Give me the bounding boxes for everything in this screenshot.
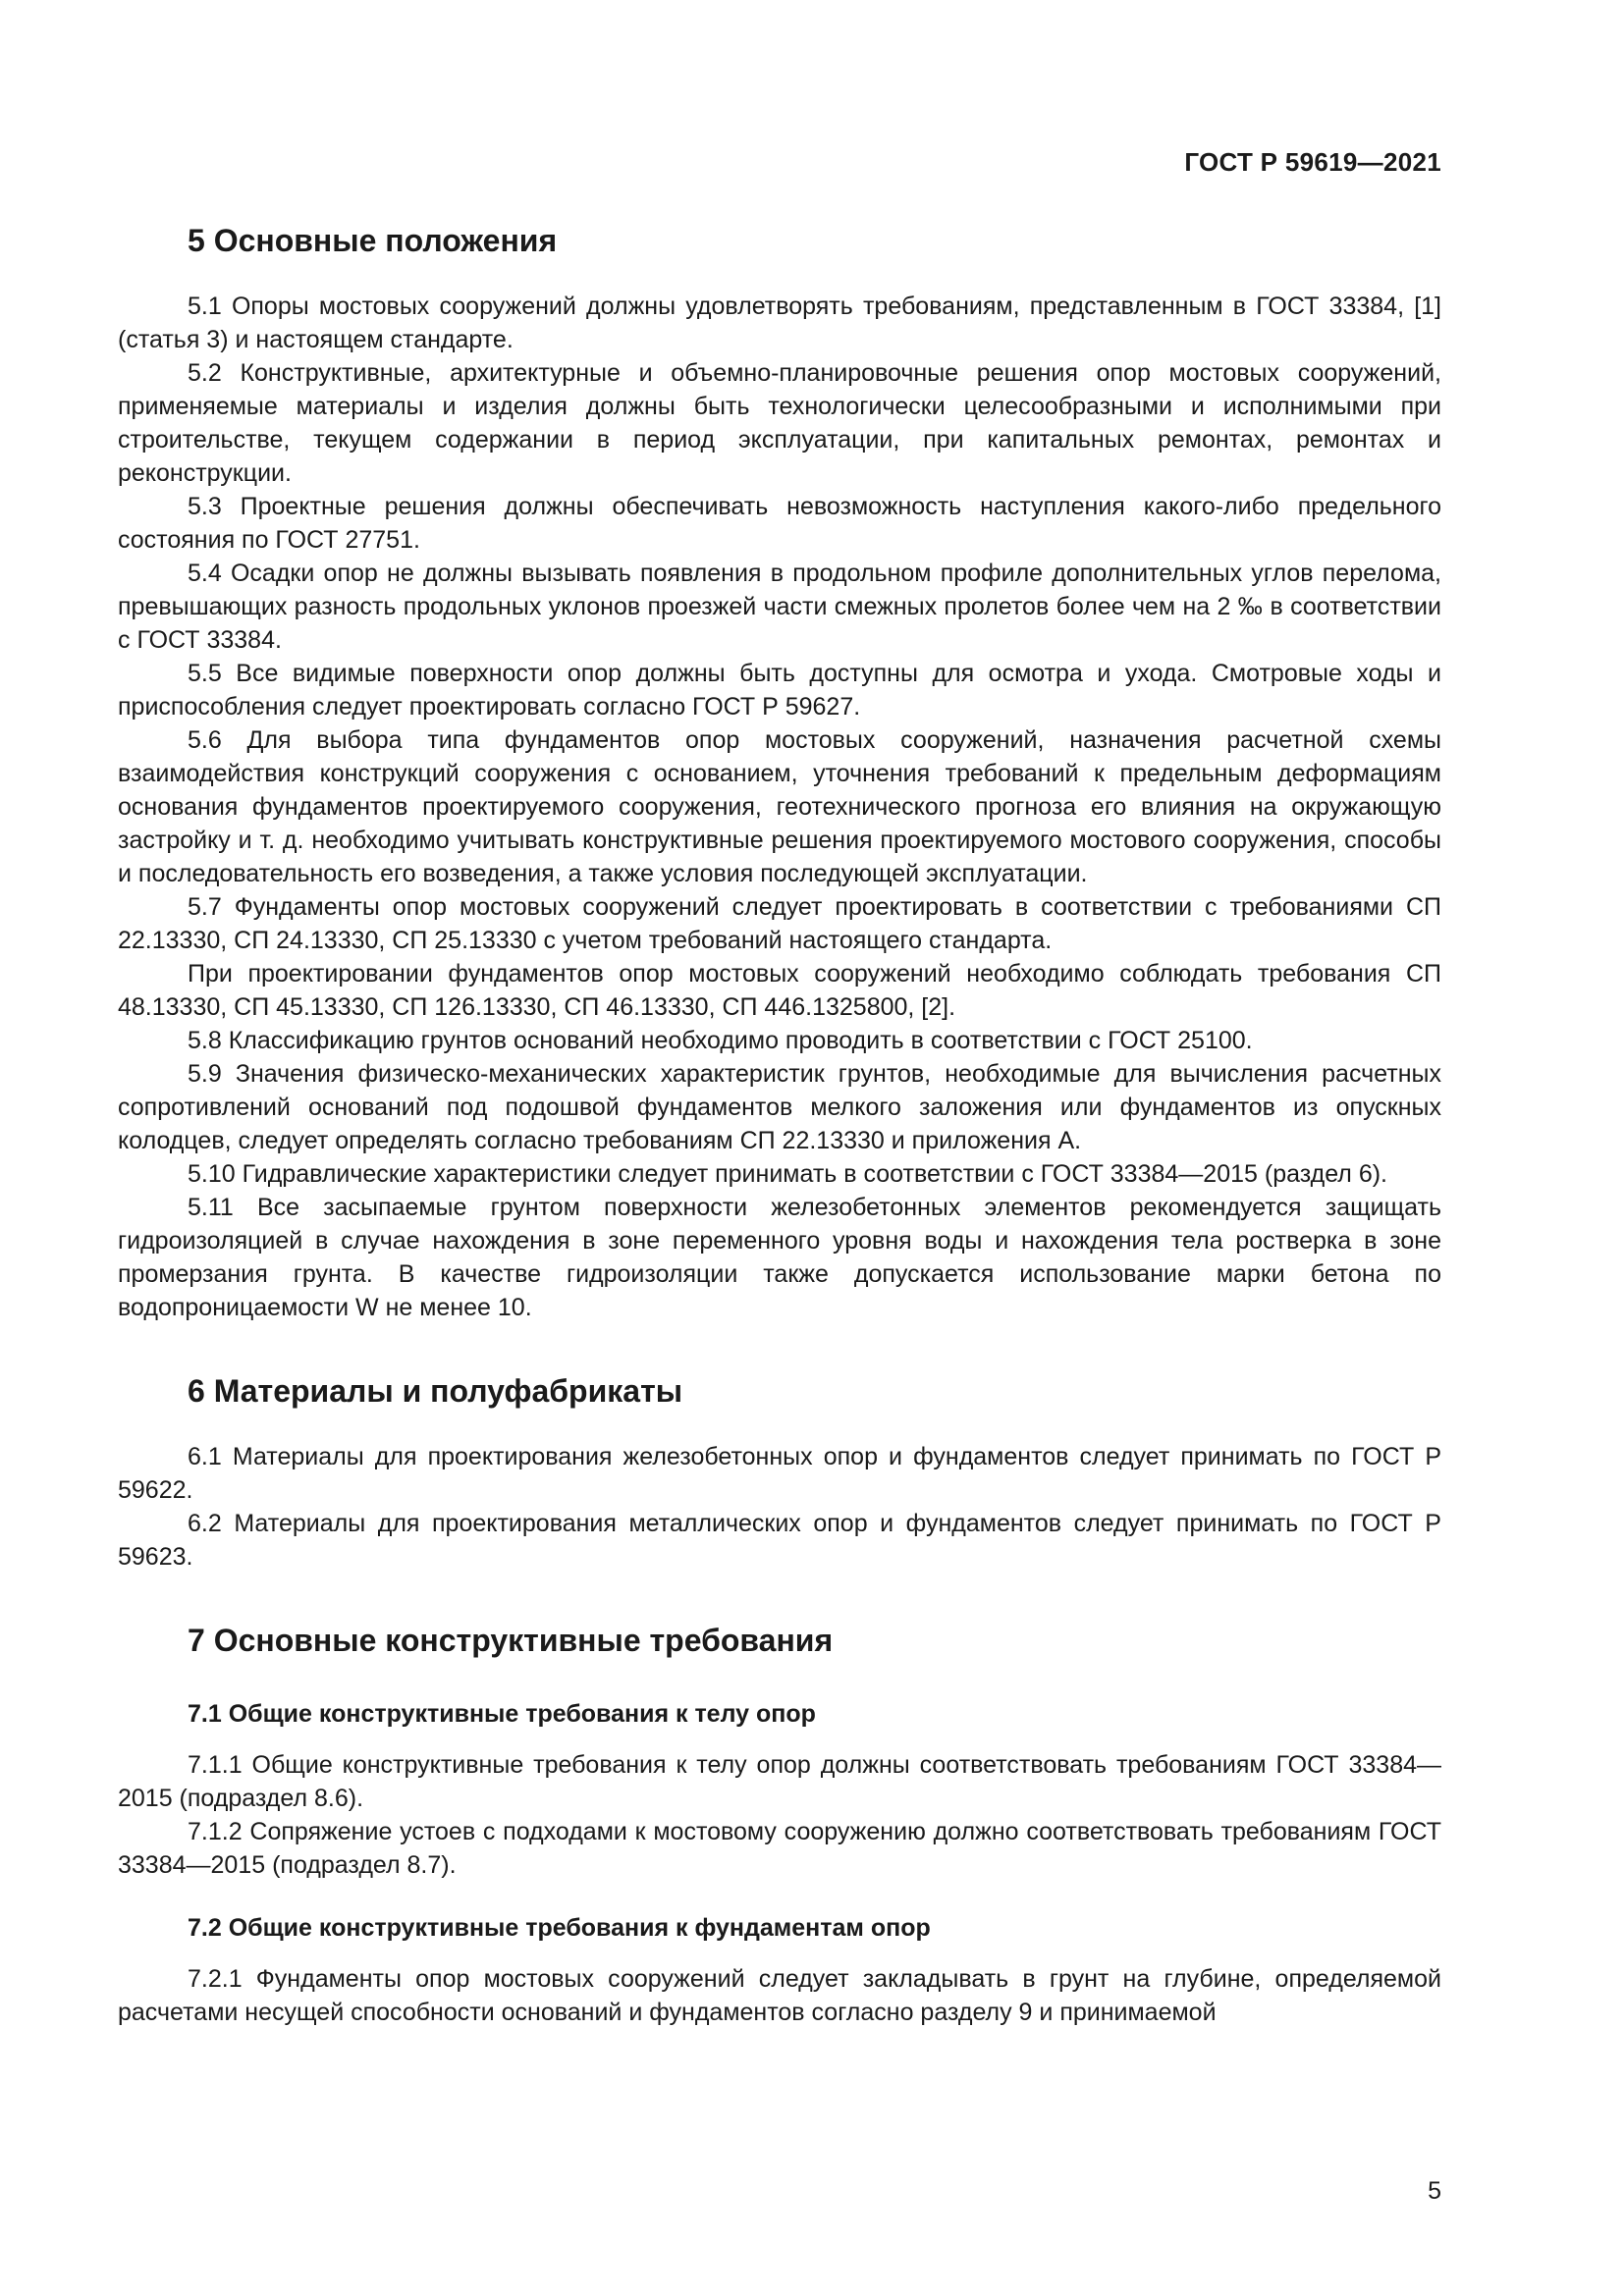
paragraph-7-1-1: 7.1.1 Общие конструктивные требования к телу опор должны соответствовать требованиям ГОСТ 33384—2015 (подраздел 8.6). (118, 1751, 1441, 1812)
spacer (118, 1689, 1441, 1697)
subsection-7-1-title: 7.1 Общие конструктивные требования к телу опор (188, 1700, 816, 1728)
section-6-title: 6 Материалы и полуфабрикаты (188, 1373, 683, 1409)
document-body (118, 221, 1441, 2029)
paragraph-5-10: 5.10 Гидравлические характеристики следует принимать в соответствии с ГОСТ 33384—2015 (раздел 6). (188, 1160, 1387, 1188)
doc-code-header: ГОСТ Р 59619—2021 (1184, 147, 1441, 177)
paragraph-6-1: 6.1 Материалы для проектирования железобетонных опор и фундаментов следует принимать по ГОСТ Р 59622. (118, 1443, 1441, 1504)
section-gap (118, 1574, 1441, 1621)
paragraph-5-8: 5.8 Классификацию грунтов оснований необходимо проводить в соответствии с ГОСТ 25100. (188, 1027, 1253, 1054)
paragraph-5-5: 5.5 Все видимые поверхности опор должны быть доступны для осмотра и ухода. Смотровые ходы и приспособления следует проектировать согласно ГОСТ Р 59627. (118, 660, 1441, 721)
paragraph-5-1: 5.1 Опоры мостовых сооружений должны удовлетворять требованиям, представленным в ГОСТ 33384, [1] (статья 3) и настоящем стандарте. (118, 293, 1441, 353)
subsection-7-2-title: 7.2 Общие конструктивные требования к фундаментам опор (188, 1914, 931, 1942)
paragraph-6-2: 6.2 Материалы для проектирования металлических опор и фундаментов следует принимать по ГОСТ Р 59623. (118, 1510, 1441, 1571)
section-5-title: 5 Основные положения (188, 223, 558, 258)
paragraph-5-11: 5.11 Все засыпаемые грунтом поверхности железобетонных элементов рекомендуется защищать гидроизоляцией в случае нахождения в зоне переменного уровня воды и нахождения тела ростверка в зоне промерзания грунта. В качестве гидроизоляции также допускается использование марки бетона по водопроницаемости W не менее 10. (118, 1194, 1441, 1321)
paragraph-5-4: 5.4 Осадки опор не должны вызывать появления в продольном профиле дополнительных углов перелома, превышающих разность продольных уклонов проезжей части смежных пролетов более чем на 2 ‰ в соответствии с ГОСТ 33384. (118, 560, 1441, 654)
paragraph-5-7-cont: При проектировании фундаментов опор мостовых сооружений необходимо соблюдать требования СП 48.13330, СП 45.13330, СП 126.13330, СП 46.13330, СП 446.1325800, [2]. (118, 960, 1441, 1021)
section-7-title: 7 Основные конструктивные требования (188, 1623, 834, 1658)
paragraph-5-2: 5.2 Конструктивные, архитектурные и объемно-планировочные решения опор мостовых сооружений, применяемые материалы и изделия должны быть технологически целесообразными и исполнимыми при строительстве, текущем содержании в период эксплуатации, при капитальных ремонтах, ремонтах и реконструкции. (118, 359, 1441, 487)
subsection-gap (118, 1882, 1441, 1911)
paragraph-5-7: 5.7 Фундаменты опор мостовых сооружений следует проектировать в соответствии с требованиями СП 22.13330, СП 24.13330, СП 25.13330 с учетом требований настоящего стандарта. (118, 893, 1441, 954)
paragraph-7-2-1: 7.2.1 Фундаменты опор мостовых сооружений следует закладывать в грунт на глубине, определяемой расчетами несущей способности оснований и фундаментов согласно разделу 9 и принимаемой (118, 1965, 1441, 2026)
page-number: 5 (1428, 2177, 1441, 2205)
paragraph-5-6: 5.6 Для выбора типа фундаментов опор мостовых сооружений, назначения расчетной схемы взаимодействия конструкций сооружения с основанием, уточнения требований к предельным деформациям основания фундаментов проектируемого сооружения, геотехнического прогноза его влияния на окружающую застройку и т. д. необходимо учитывать конструктивные решения проектируемого мостового сооружения, способы и последовательность его возведения, а также условия последующей эксплуатации. (118, 726, 1441, 887)
paragraph-7-1-2: 7.1.2 Сопряжение устоев с подходами к мостовому сооружению должно соответствовать требованиям ГОСТ 33384—2015 (подраздел 8.7). (118, 1818, 1441, 1879)
paragraph-5-3: 5.3 Проектные решения должны обеспечивать невозможность наступления какого-либо предельного состояния по ГОСТ 27751. (118, 493, 1441, 554)
paragraph-5-9: 5.9 Значения физическо-механических характеристик грунтов, необходимые для вычисления расчетных сопротивлений оснований под подошвой фундаментов мелкого заложения или фундаментов из опускных колодцев, следует определять согласно требованиям СП 22.13330 и приложения А. (118, 1060, 1441, 1154)
section-gap (118, 1324, 1441, 1371)
